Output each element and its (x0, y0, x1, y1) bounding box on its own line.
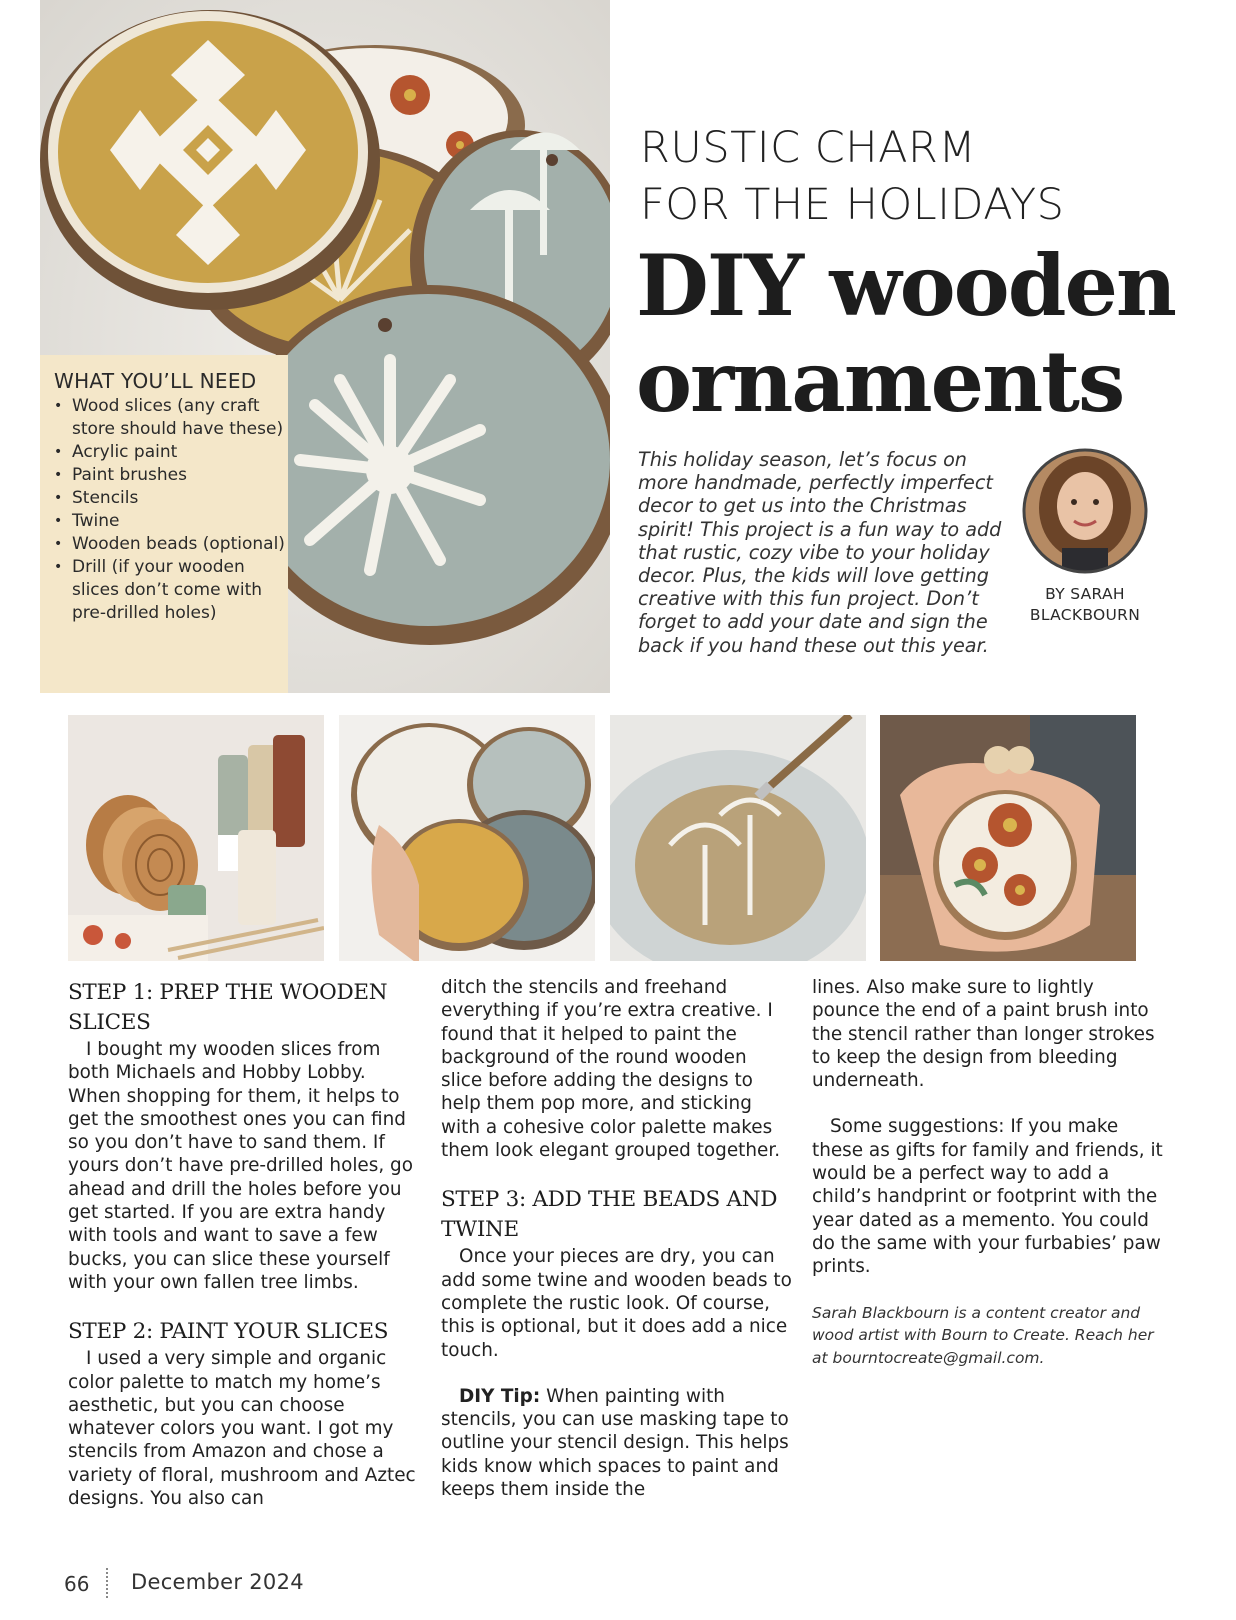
title-line: ornaments (636, 332, 1124, 431)
list-item: • Stencils (70, 487, 288, 510)
diy-tip-continued: lines. Also make sure to lightly pounce the end of a paint brush into the stencil rather than longer strokes to keep the design from bleeding underneath. (812, 977, 1155, 1092)
list-item: • Wood slices (any craft store should have these) (70, 395, 288, 441)
column-1 (68, 978, 420, 1510)
suggestions-text: Some suggestions: If you make these as gifts for family and friends, it would be a perfect way to add a child’s handprint or footprint with the year dated as a memento. You could do the same with your furbabies’ paw prints. (812, 1116, 1163, 1278)
column-3 (812, 976, 1164, 1369)
title-line: DIY wooden (636, 236, 1175, 335)
article-title (636, 238, 1216, 430)
list-item: • Drill (if your wooden slices don’t come with pre-drilled holes) (70, 556, 288, 625)
footer-divider (106, 1568, 110, 1598)
finished-ornament-photo (880, 715, 1136, 961)
kicker-line: FOR THE HOLIDAYS (640, 180, 1065, 230)
byline (1008, 584, 1162, 626)
supplies-photo (68, 715, 324, 961)
list-item: • Twine (70, 510, 288, 533)
stenciling-photo (610, 715, 866, 961)
list-item: • Wooden beads (optional) (70, 533, 288, 556)
materials-box (40, 355, 288, 693)
diy-tip-body: When painting with stencils, you can use masking tape to outline your stencil design. This helps kids know which spaces to paint and keeps them inside the (441, 1385, 789, 1501)
author-avatar (1022, 448, 1148, 574)
author-credit: Sarah Blackbourn is a content creator and wood artist with Bourn to Create. Reach her at bourntocreate@gmail.com. (812, 1303, 1154, 1367)
step-1-body: I bought my wooden slices from both Michaels and Hobby Lobby. When shopping for them, it helps to get the smoothest ones you can find so you don’t have to sand them. If yours don’t have pre-drilled holes, go ahead and drill the holes before you get started. If you are extra handy with tools and want to save a few bucks, you can slice these yourself with your own fallen tree limbs. (68, 1039, 413, 1293)
list-item: • Acrylic paint (70, 441, 288, 464)
byline-line: BY SARAH (1045, 585, 1125, 603)
intro-text: This holiday season, let’s focus on more handmade, perfectly imperfect decor to get us into the Christmas spirit! This project is a fun way to add that rustic, cozy vibe to your holiday decor. Plus, the kids will love getting creative with this fun project. Don’t forget to add your date and sign the back if you hand these out this year. (638, 448, 1002, 657)
materials-list (54, 395, 288, 625)
kicker-line: RUSTIC CHARM (640, 123, 977, 173)
issue-date: December 2024 (131, 1570, 304, 1594)
step-2-heading: STEP 2: PAINT YOUR SLICES (68, 1319, 389, 1345)
step-1-heading: STEP 1: PREP THE WOODEN SLICES (68, 980, 388, 1035)
painted-slices-photo (339, 715, 595, 961)
materials-heading: WHAT YOU’LL NEED (54, 369, 257, 393)
page-number: 66 (64, 1572, 90, 1596)
list-item: • Paint brushes (70, 464, 288, 487)
step-3-heading: STEP 3: ADD THE BEADS AND TWINE (441, 1187, 778, 1243)
step-2-continued: ditch the stencils and freehand everything if you’re extra creative. I found that it helped to paint the background of the round wooden slice before adding the designs to help them pop more, and sticking with a cohesive color palette makes them look elegant grouped together. (441, 977, 781, 1162)
diy-tip (441, 1385, 793, 1501)
diy-tip-label: DIY Tip: (459, 1385, 541, 1407)
step-3-body: Once your pieces are dry, you can add some twine and wooden beads to complete the rustic look. Of course, this is optional, but it does add a nice touch. (441, 1246, 792, 1361)
byline-line: BLACKBOURN (1029, 606, 1141, 624)
step-2-body: I used a very simple and organic color palette to match my home’s aesthetic, but you can choose whatever colors you want. I got my stencils from Amazon and chose a variety of floral, mushroom and Aztec designs. You also can (68, 1348, 416, 1510)
column-2 (441, 976, 793, 1501)
article-kicker (640, 120, 1200, 234)
